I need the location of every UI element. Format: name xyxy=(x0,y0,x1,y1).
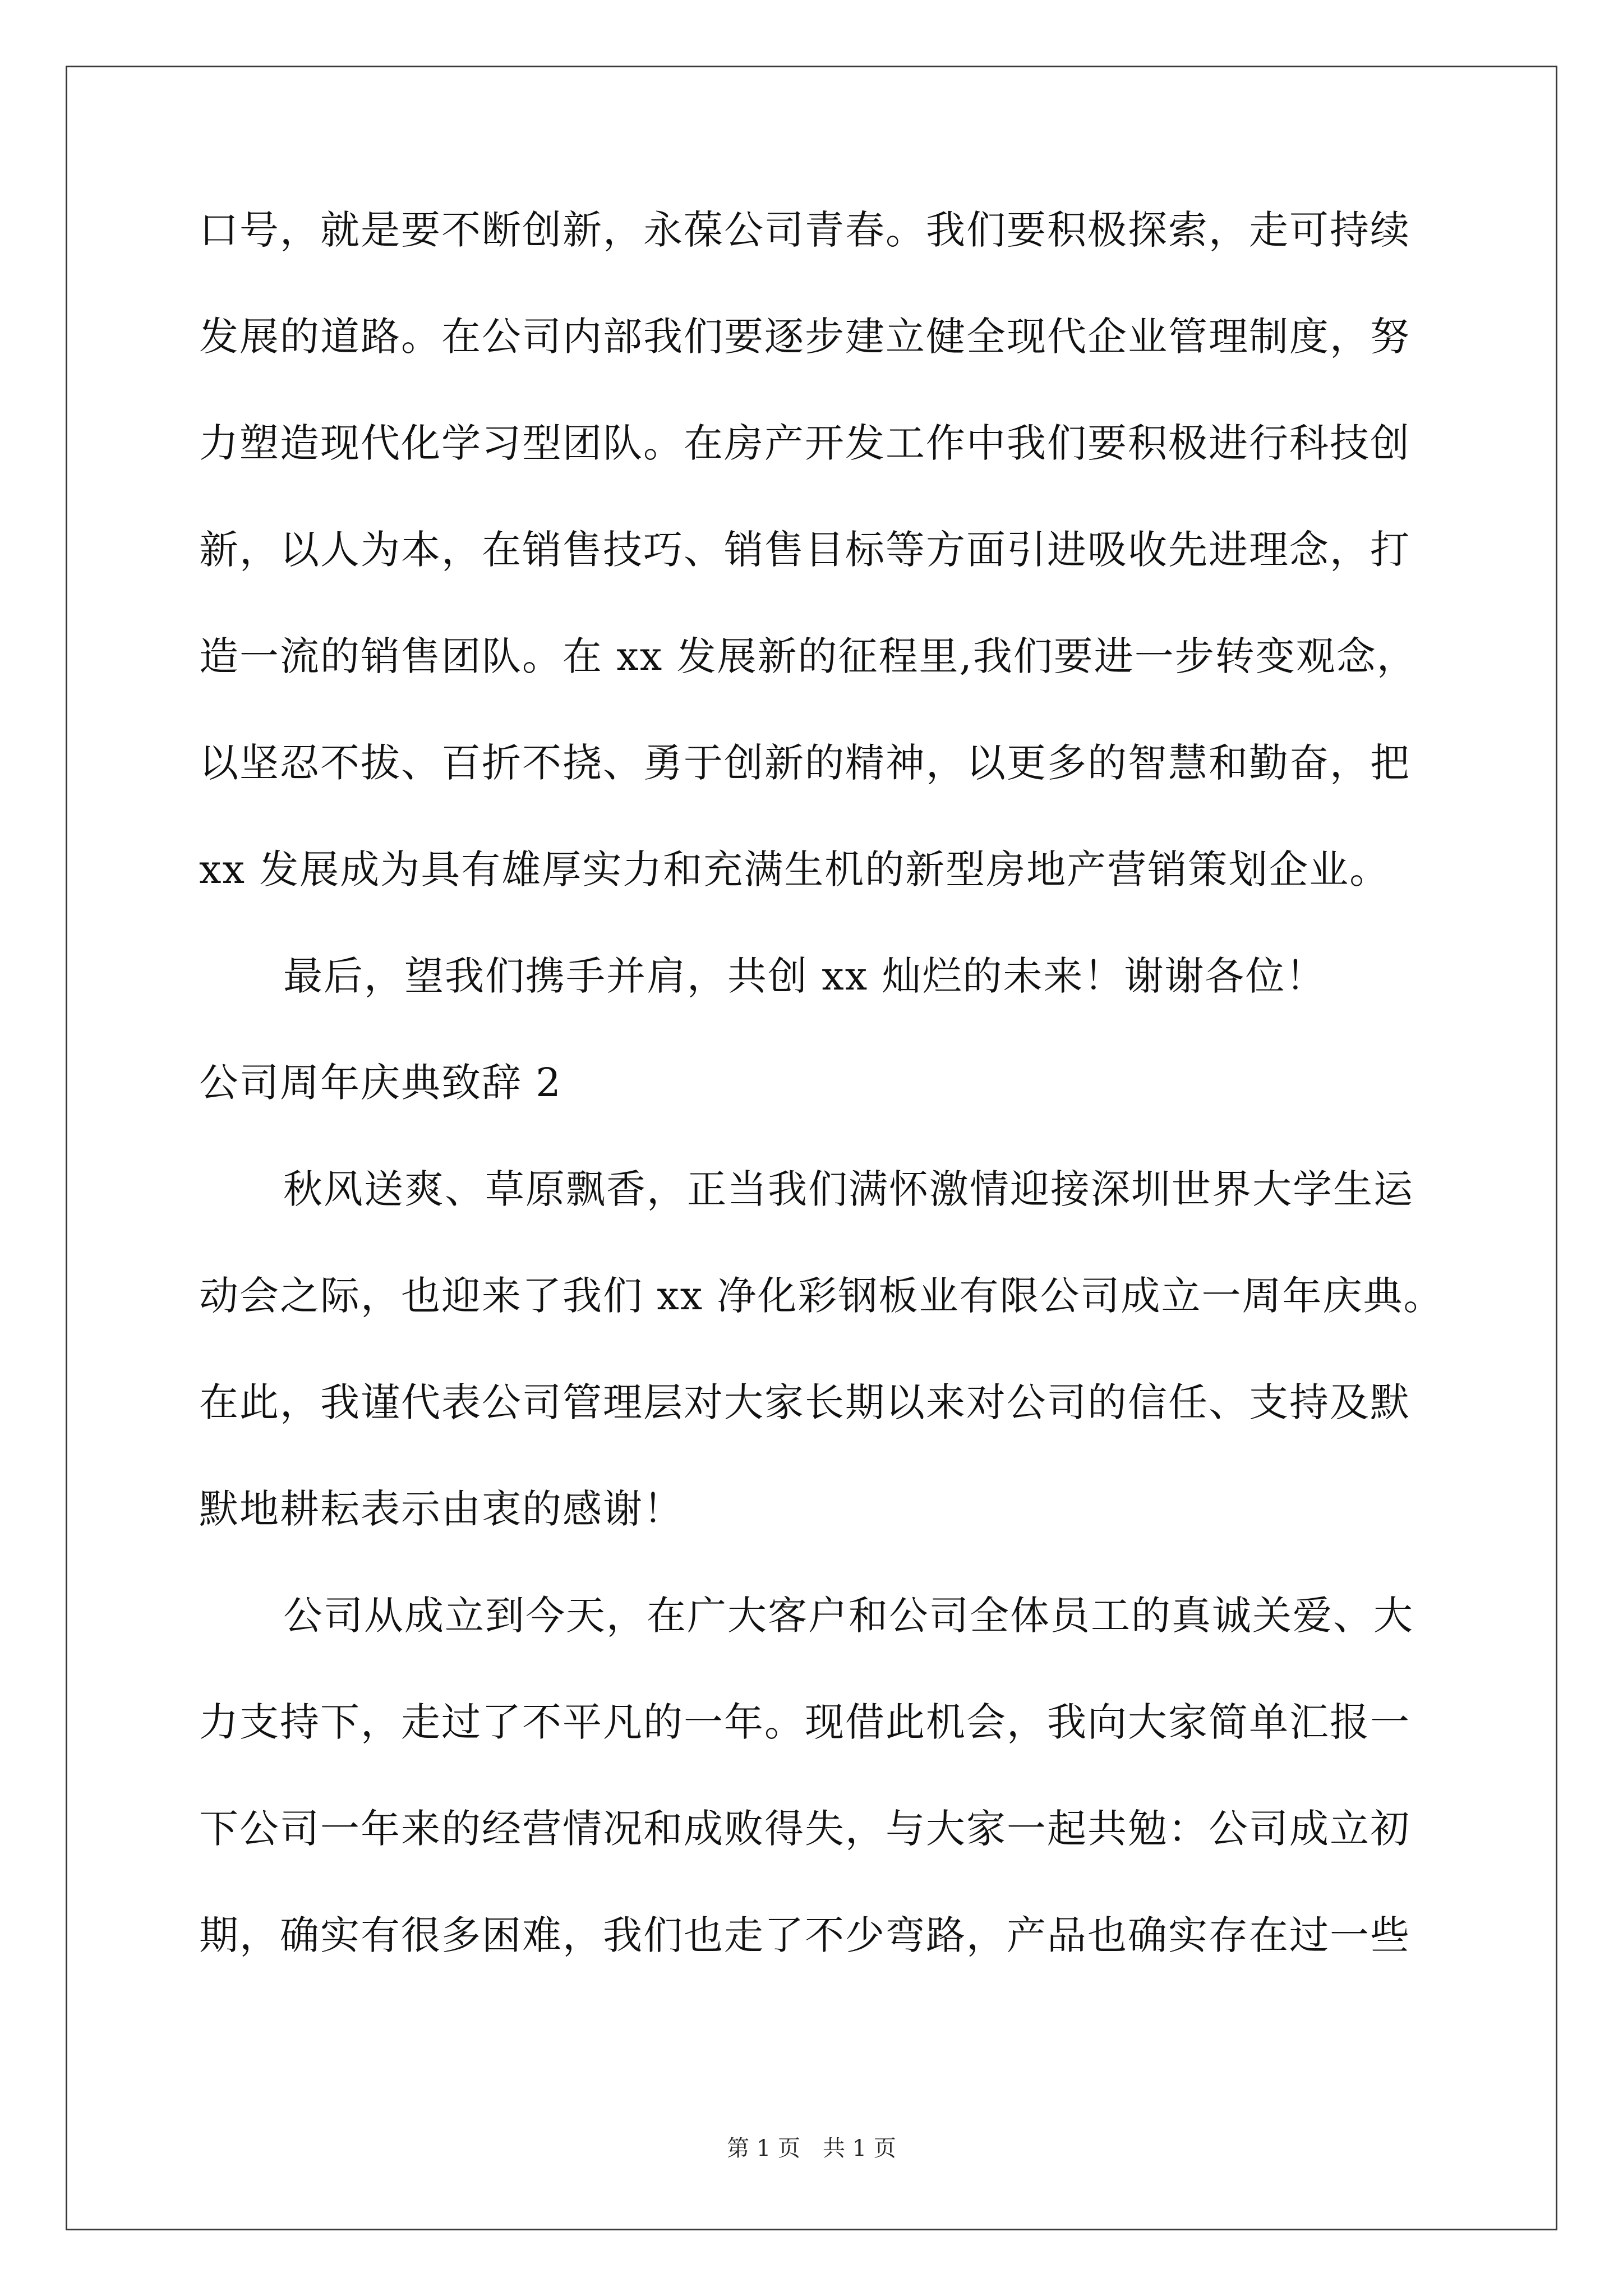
text-line: 动会之际，也迎来了我们 xx 净化彩钢板业有限公司成立一周年庆典。 xyxy=(199,1273,1444,1319)
text-line: xx 发展成为具有雄厚实力和充满生机的新型房地产营销策划企业。 xyxy=(199,846,1390,892)
text-line: 默地耕耘表示由衷的感谢！ xyxy=(199,1486,684,1532)
text-line: 发展的道路。在公司内部我们要逐步建立健全现代企业管理制度，努 xyxy=(199,314,1410,360)
page-footer xyxy=(0,2134,1623,2162)
text-line: 力塑造现代化学习型团队。在房产开发工作中我们要积极进行科技创 xyxy=(199,420,1410,466)
page-number: 第 1 页 xyxy=(727,2136,800,2161)
paragraph-first-line: 最后，望我们携手并肩，共创 xx 灿烂的未来！谢谢各位！ xyxy=(283,953,1326,999)
text-line: 造一流的销售团队。在 xx 发展新的征程里,我们要进一步转变观念， xyxy=(199,633,1417,679)
text-line: 在此，我谨代表公司管理层对大家长期以来对公司的信任、支持及默 xyxy=(199,1379,1410,1425)
text-line: 口号，就是要不断创新，永葆公司青春。我们要积极探索，走可持续 xyxy=(199,207,1410,253)
text-line: 以坚忍不拔、百折不挠、勇于创新的精神，以更多的智慧和勤奋，把 xyxy=(199,740,1410,786)
paragraph-first-line: 公司从成立到今天，在广大客户和公司全体员工的真诚关爱、大 xyxy=(283,1593,1414,1639)
text-line: 力支持下，走过了不平凡的一年。现借此机会，我向大家简单汇报一 xyxy=(199,1699,1410,1745)
section-heading: 公司周年庆典致辞 2 xyxy=(199,1060,562,1106)
text-line: 新，以人为本，在销售技巧、销售目标等方面引进吸收先进理念，打 xyxy=(199,527,1410,573)
text-line: 期，确实有很多困难，我们也走了不少弯路，产品也确实存在过一些 xyxy=(199,1912,1410,1958)
page-total: 共 1 页 xyxy=(823,2136,896,2161)
text-line: 下公司一年来的经营情况和成败得失，与大家一起共勉：公司成立初 xyxy=(199,1806,1410,1852)
page-border xyxy=(66,66,1557,2230)
paragraph-first-line: 秋风送爽、草原飘香，正当我们满怀激情迎接深圳世界大学生运 xyxy=(283,1166,1414,1212)
